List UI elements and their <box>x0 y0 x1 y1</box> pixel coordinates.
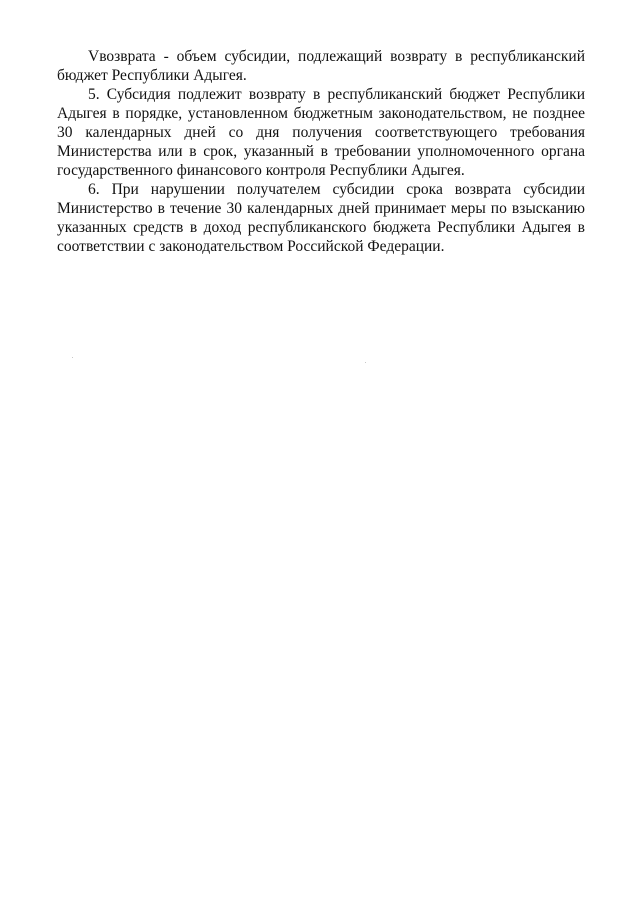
paragraph-item-6: 6. При нарушении получателем субсидии срока возврата субсидии Министерство в течение 30 календарных дней принимает меры по взысканию указанных средств в доход республиканского бюджета Республики Адыгея в соответствии с законодательством Российской Федерации. <box>57 181 585 255</box>
document-body <box>57 47 585 256</box>
paragraph-item-5: 5. Субсидия подлежит возврату в республиканский бюджет Республики Адыгея в порядке, установленном бюджетным законодательством, не позднее 30 календарных дней со дня получения соответствующего требования Министерства или в срок, указанный в требовании уполномоченного органа государственного финансового контроля Республики Адыгея. <box>57 86 585 179</box>
scan-speck <box>72 357 73 358</box>
scan-speck <box>365 362 366 363</box>
paragraph-return-volume: Vвозврата - объем субсидии, подлежащий возврату в республиканский бюджет Республики Адыгея. <box>57 48 585 84</box>
